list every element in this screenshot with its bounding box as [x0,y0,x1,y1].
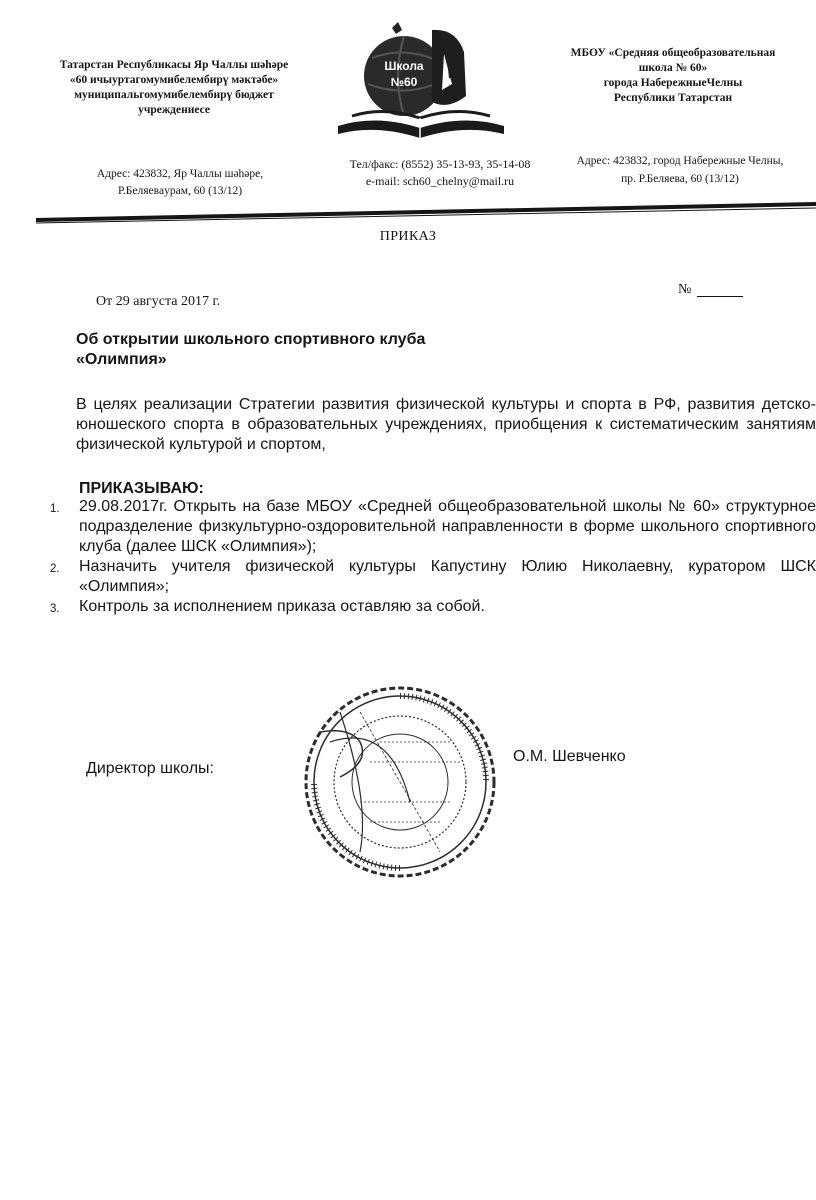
org-line: города НабережныеЧелны [603,77,743,89]
item-number: 1. [50,503,60,515]
contacts [322,156,558,190]
item-text: Назначить учителя физической культуры Капустину Юлию Николаевну, куратором ШСК «Олимпия»; [79,558,816,595]
org-line: «60 ичыуртагомумибелембирү мәктәбе» [69,74,279,86]
header-divider [36,196,816,224]
address-line: Адрес: 423832, Яр Чаллы шәһәре, [96,168,264,180]
item-text: Контроль за исполнением приказа оставляю за собой. [79,598,485,615]
list-item [50,597,816,617]
subject-line: Об открытии школьного спортивного клуба [76,331,426,348]
header-right-organization [548,46,798,106]
header-left-organization [28,58,320,118]
subject-line: «Олимпия» [76,351,167,368]
org-line: МБОУ «Средняя общеобразовательная [570,47,776,59]
item-number: 3. [50,603,60,615]
document-title: ПРИКАЗ [379,229,437,244]
item-number: 2. [50,563,60,575]
org-line: учреждениесе [138,104,210,116]
school-logo [332,18,512,158]
logo-text: Школа [384,59,424,73]
address-right [560,152,800,188]
org-line: Республики Татарстан [613,92,733,104]
official-stamp [300,682,500,882]
list-item [50,497,816,557]
item-text: 29.08.2017г. Открыть на базе МБОУ «Средней общеобразовательной школы № 60» структурное подразделение физкультурно-оздоровительной направленности в форме школьного спортивного клуба (далее ШСК «Олимпия»); [79,498,816,555]
order-items [50,497,816,617]
document-number-blank [697,296,743,297]
order-heading: ПРИКАЗЫВАЮ: [79,480,204,497]
org-line: Татарстан Республикасы Яр Чаллы шәһәре [59,59,289,71]
signature-label: Директор школы: [86,760,214,777]
document-date: От 29 августа 2017 г. [96,294,221,309]
address-line: Р.Беляевaурам, 60 (13/12) [117,185,243,197]
email: e-mail: sch60_chelny@mail.ru [365,174,515,188]
signature-name: О.М. Шевченко [513,748,626,765]
document-number-label: № [678,282,692,297]
address-left [60,166,300,200]
address-line: Адрес: 423832, город Набережные Челны, [576,155,784,167]
intro-paragraph: В целях реализации Стратегии развития физической культуры и спорта в РФ, развития детско-юношеского спорта в образовательных учреждениях, приобщения к систематическим занятиям физической культурой и спортом, [76,396,816,453]
list-item [50,557,816,597]
phone-fax: Тел/факс: (8552) 35-13-93, 35-14-08 [349,157,531,171]
document-subject [76,330,576,370]
org-line: муниципальгомумибелембирү бюджет [74,89,274,101]
org-line: школа № 60» [638,62,708,74]
logo-text: №60 [390,75,418,89]
address-line: пр. Р.Беляева, 60 (13/12) [621,173,739,185]
